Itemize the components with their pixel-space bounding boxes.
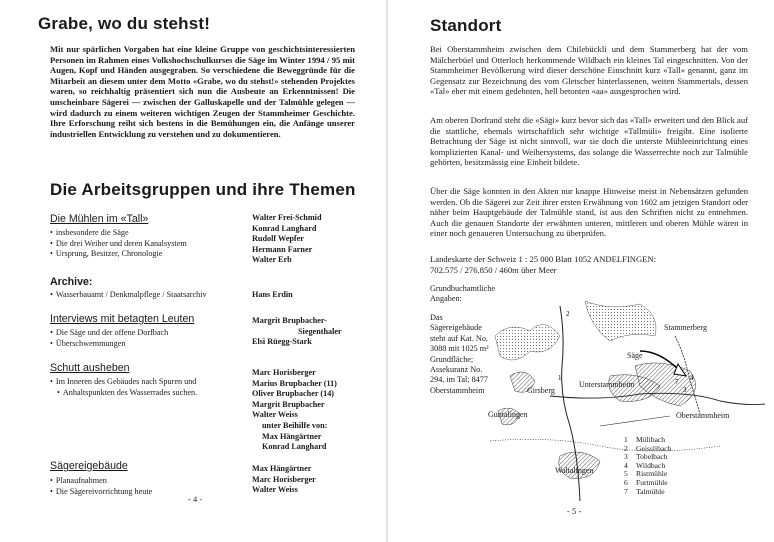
map-number-7: 7 <box>675 378 679 386</box>
legend-item: 4 Wildbach <box>624 460 666 470</box>
group-items-muehlen <box>50 228 187 260</box>
member-name: Walter Frei-Schmid <box>252 213 322 222</box>
right-title: Standort <box>430 16 502 35</box>
map-number-4: 4 <box>690 374 694 382</box>
map-reference-line2: 702.575 / 276.850 / 460m über Meer <box>430 265 557 275</box>
group-title-saegereigebaeude: Sägereigebäude <box>50 460 128 472</box>
group-items-interviews <box>50 328 168 349</box>
left-title: Grabe, wo du stehst! <box>38 14 211 33</box>
member-name: Siegenthaler <box>298 326 342 336</box>
member-name: Walter Erb <box>252 255 292 265</box>
map-label-oberstammheim: Oberstammheim <box>676 411 730 420</box>
map-forest-area <box>585 301 656 341</box>
member-name: Elsi Rüegg-Stark <box>252 337 312 347</box>
map-railway <box>490 439 720 451</box>
map-settlement-oberstammheim <box>635 363 696 406</box>
member-name: Marc Horisberger <box>252 474 316 484</box>
member-name: Konrad Langhard <box>252 223 317 233</box>
map-road <box>600 416 670 426</box>
group-members-schutt <box>252 368 337 453</box>
member-name: Max Hängärtner <box>252 464 312 473</box>
map-number-2: 2 <box>566 310 570 318</box>
member-name: Margrit Brupbacher- <box>252 316 327 325</box>
member-name: Margrit Brupbacher <box>252 399 325 409</box>
group-title-muehlen: Die Mühlen im «Tall» <box>50 213 149 225</box>
list-item: • Überschwemmungen <box>50 339 168 350</box>
member-name: Rudolf Wepfer <box>252 234 304 244</box>
section-title: Die Arbeitsgruppen und ihre Themen <box>50 180 356 199</box>
grundbuch-text: Das Sägereigebäude steht auf Kat. No. 3088 mit 1025 m² Grundfläche; Assekuranz No. 294, im Tal; 8477 Oberstammheim <box>430 313 489 395</box>
legend-item: 6 Furtmühle <box>624 477 668 487</box>
list-item: • Ursprung, Besitzer, Chronologie <box>50 249 187 260</box>
list-item: • Wasserbauamt / Denkmalpflege / Staatsarchiv <box>50 290 207 301</box>
group-items-saegereigebaeude <box>50 476 152 497</box>
map-legend <box>624 436 671 496</box>
list-item: • Anhaltspunkten des Wasserrades suchen. <box>50 388 197 399</box>
legend-item: 2 Geisslibach <box>624 443 672 453</box>
member-name: unter Beihilfe von: <box>262 420 328 430</box>
legend-item: 7 Talmühle <box>624 486 665 496</box>
legend-item: 3 Tobelbach <box>624 452 668 462</box>
group-members-archive <box>252 290 293 301</box>
group-members-interviews <box>252 316 342 348</box>
map-reference-line1: Landeskarte der Schweiz 1 : 25 000 Blatt 1052 ANDELFINGEN: <box>430 254 657 264</box>
standort-paragraph-1: Bei Oberstammheim zwischen dem Chilebückli und dem Stammerberg hat der vom Mälcherbüel und Otterloch herkommende Wildbach ein kleines Tal eingeschnitten. Von der Stammheimer Bevölkerung wird dieser derschöne Einschnitt kurz «Tall» genannt, ganz im Gegensatz zur Bezeichnung des vom Gletscher hinterlassenen, weiten Stammertals, dessen «Tal» eher mit einem gedehnten, hell betonten «aa» ausgesprochen wird. <box>430 44 748 97</box>
map-label-girsberg: Girsberg <box>527 386 555 395</box>
page-number-right: - 5 - <box>567 506 582 516</box>
standort-paragraph-2: Am oberen Dorfrand steht die «Sägi» kurz bevor sich das «Tall» erweitert und den Blick auf die stattliche, ehemals wirtschaftlich sehr wichtige «Tallmüli» freigibt. Eine isolierte Betrachtung der Säge ist nicht sinnvoll, war sie doch die unterste Mühleeinrichtung eines komplizierten Kanal- und Weihersystems, das solange die Wasserrechte noch zur Talmühle gehörten, besitzmässig eine Einheit bildete. <box>430 115 748 168</box>
legend-item: 5 Ristmühle <box>624 469 668 479</box>
standort-paragraph-3: Über die Säge konnten in den Akten nur knappe Hinweise meist in Nebensätzen gefunden werden. Ob die Sägerei zur Zeit ihrer ersten Erwähnung von 1602 am jetzigen Standort oder näher beim Hauptgebäude der Talmühle stand, ist aus den Schriften nicht zu entnehmen. Auch die genauen Standorte der erwähnten unteren, mittleren und oberen Mühle wären in einer noch genaueren Untersuchung zu überprüfen. <box>430 186 748 239</box>
grundbuch-title: Grundbuchamtliche Angaben: <box>430 284 496 304</box>
member-name: Oliver Brupbacher (14) <box>252 389 335 399</box>
member-name: Walter Weiss <box>252 410 298 420</box>
legend-item: 1 Mülibach <box>624 435 666 444</box>
member-name: Max Hängärtner <box>262 431 322 441</box>
map-number-3: 3 <box>683 386 687 394</box>
map-label-unterstammheim: Unterstammheim <box>579 380 635 389</box>
group-members-muehlen <box>252 213 322 266</box>
map-label-waltalingen: Waltalingen <box>555 466 594 475</box>
page-number-left: - 4 - <box>188 494 203 504</box>
map-label-saege: Säge <box>627 351 643 360</box>
member-name: Hans Erdin <box>252 290 293 299</box>
list-item: • Im Inneren des Gebäudes nach Spuren und <box>50 377 197 388</box>
member-name: Walter Weiss <box>252 485 298 495</box>
group-items-schutt <box>50 377 197 398</box>
group-members-saegereigebaeude <box>252 464 316 496</box>
map-number-1: 1 <box>558 374 562 382</box>
member-name: Konrad Langhard <box>262 442 327 452</box>
list-item: • Die drei Weiher und deren Kanalsystem <box>50 239 187 250</box>
group-title-schutt: Schutt ausheben <box>50 362 130 374</box>
group-items-archive <box>50 290 207 301</box>
member-name: Marc Horisberger <box>252 368 316 377</box>
list-item: • Planaufnahmen <box>50 476 152 487</box>
list-item: • Die Säge und der offene Dorfbach <box>50 328 168 339</box>
list-item: • Die Sägereivorrichtung heute <box>50 487 152 498</box>
map-forest-area <box>495 325 560 360</box>
map-label-guntalingen: Guntalingen <box>488 410 528 419</box>
list-item: • insbesondere die Säge <box>50 228 187 239</box>
intro-paragraph: Mit nur spärlichen Vorgaben hat eine kleine Gruppe von geschichtsinteressierten Personen im Rahmen eines Volkshochschulkurses die Säge im Winter 1994 / 95 mit Augen, Kopf und Händen ausgegraben. So verschiedene die Beweggründe für die Mitarbeit an diesem unter dem Motto «Grabe, wo du stehst!» stehenden Projektes waren, so reichhaltig präsentiert sich nun die Ausbeute an Erkenntnissen! Die unscheinbare Sägerei — zwischen der Galluskapelle und der Talmühle gelegen — wird dadurch zu einem weiteren wichtigen Zeugen der Stammheimer Geschichte. Ihre Erforschung reiht sich bestens in die Bemühungen ein, die Anfänge unserer industriellen Entwicklung zu verstehen und zu dokumentieren. <box>50 44 355 139</box>
map-label-stammerberg: Stammerberg <box>664 323 707 332</box>
group-title-archive: Archive: <box>50 276 93 288</box>
member-name: Hermann Farner <box>252 244 313 254</box>
member-name: Marius Brupbacher (11) <box>252 378 337 388</box>
group-title-interviews: Interviews mit betagten Leuten <box>50 313 195 325</box>
